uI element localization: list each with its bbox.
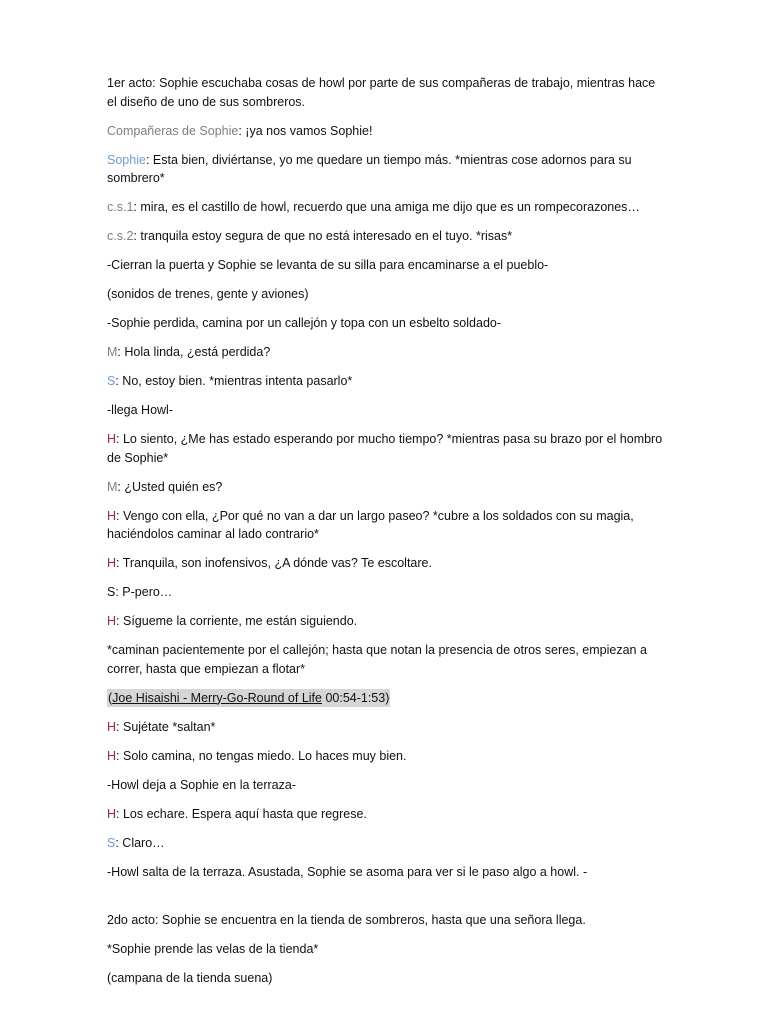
line-text: (campana de la tienda suena)	[107, 970, 273, 985]
narration-line	[107, 776, 667, 795]
narration-line	[107, 285, 667, 304]
dialogue-line	[107, 507, 667, 544]
speaker-name: c.s.2	[107, 229, 134, 243]
document-page	[107, 74, 667, 998]
act1-dialogue-continued	[107, 718, 667, 882]
line-text: : Hola linda, ¿está perdida?	[117, 345, 271, 359]
narration-line	[107, 641, 667, 678]
line-text: 1er acto: Sophie escuchaba cosas de howl por parte de sus compañeras de trabajo, mientras hace el diseño de uno de sus sombreros.	[107, 76, 656, 109]
speaker-name: M	[107, 345, 118, 359]
dialogue-line	[107, 805, 667, 824]
narration-line	[107, 940, 667, 959]
line-text: : Los echare. Espera aquí hasta que regrese.	[116, 806, 367, 821]
line-text: : Claro…	[115, 835, 165, 850]
music-cue	[107, 689, 667, 708]
line-text: *caminan pacientemente por el callejón; hasta que notan la presencia de otros seres, empiezan a correr, hasta que empiezan a flotar*	[107, 643, 647, 676]
music-cue-title: Joe Hisaishi - Merry-Go-Round of Life	[112, 690, 322, 705]
speaker-name: H	[107, 432, 117, 446]
speaker-name: M	[107, 479, 118, 494]
line-text: : No, estoy bien. *mientras intenta pasarlo*	[115, 374, 353, 388]
dialogue-line	[107, 430, 667, 467]
line-text: -Cierran la puerta y Sophie se levanta de su silla para encaminarse a el pueblo-	[107, 258, 549, 272]
line-text: : mira, es el castillo de howl, recuerdo que una amiga me dijo que es un rompecorazones…	[133, 200, 640, 214]
line-text: (sonidos de trenes, gente y aviones)	[107, 287, 309, 301]
act1-dialogue	[107, 74, 667, 678]
music-cue-highlight	[107, 689, 390, 708]
speaker-name: S	[107, 374, 116, 388]
speaker-name: H	[107, 508, 117, 523]
line-text: : Lo siento, ¿Me has estado esperando por mucho tiempo? *mientras pasa su brazo por el hombro de Sophie*	[107, 432, 663, 465]
dialogue-line	[107, 478, 667, 497]
line-text: : Sígueme la corriente, me están siguiendo.	[116, 614, 358, 628]
narration-line	[107, 401, 667, 420]
dialogue-line	[107, 198, 667, 217]
music-cue-time: 00:54-1:53)	[321, 690, 390, 705]
dialogue-line	[107, 151, 667, 188]
speaker-name: H	[107, 719, 117, 734]
dialogue-line	[107, 834, 667, 853]
dialogue-line	[107, 343, 667, 362]
speaker-name: S	[107, 835, 116, 850]
music-cue-open: (	[108, 690, 113, 705]
dialogue-line	[107, 227, 667, 246]
narration-line	[107, 863, 667, 882]
dialogue-line	[107, 718, 667, 737]
line-text: : tranquila estoy segura de que no está interesado en el tuyo. *risas*	[133, 229, 513, 243]
speaker-name: H	[107, 614, 117, 628]
narration-line	[107, 314, 667, 333]
speaker-name: c.s.1	[107, 200, 134, 214]
narration-line	[107, 74, 667, 111]
dialogue-line	[107, 583, 667, 602]
line-text: 2do acto: Sophie se encuentra en la tienda de sombreros, hasta que una señora llega.	[107, 912, 586, 927]
line-text: *Sophie prende las velas de la tienda*	[107, 941, 319, 956]
speaker-name: H	[107, 556, 117, 570]
line-text: -llega Howl-	[107, 403, 173, 417]
dialogue-line	[107, 747, 667, 766]
speaker-name: H	[107, 806, 117, 821]
section-gap	[107, 892, 667, 911]
line-text: : P-pero…	[115, 585, 173, 599]
line-text: -Howl deja a Sophie en la terraza-	[107, 777, 296, 792]
line-text: : ¡ya nos vamos Sophie!	[238, 123, 373, 138]
line-text: : Vengo con ella, ¿Por qué no van a dar un largo paseo? *cubre a los soldados con su magia, haciéndolos caminar al lado contrario*	[107, 508, 634, 541]
line-text: : Sujétate *saltan*	[116, 719, 216, 734]
line-text: : Esta bien, diviértanse, yo me quedare un tiempo más. *mientras cose adornos para su sombrero*	[107, 152, 632, 185]
line-text: -Howl salta de la terraza. Asustada, Sophie se asoma para ver si le paso algo a howl. -	[107, 864, 588, 879]
dialogue-line	[107, 122, 667, 141]
speaker-name: S	[107, 585, 116, 599]
narration-line	[107, 911, 667, 930]
line-text: : Solo camina, no tengas miedo. Lo haces muy bien.	[116, 748, 407, 763]
dialogue-line	[107, 612, 667, 631]
line-text: -Sophie perdida, camina por un callejón y topa con un esbelto soldado-	[107, 316, 502, 330]
speaker-name: Compañeras de Sophie	[107, 123, 239, 138]
act2-dialogue	[107, 911, 667, 988]
dialogue-line	[107, 554, 667, 573]
narration-line	[107, 969, 667, 988]
line-text: : ¿Usted quién es?	[117, 479, 223, 494]
dialogue-line	[107, 372, 667, 391]
speaker-name: H	[107, 748, 117, 763]
narration-line	[107, 256, 667, 275]
speaker-name: Sophie	[107, 152, 146, 167]
line-text: : Tranquila, son inofensivos, ¿A dónde vas? Te escoltare.	[116, 556, 432, 570]
